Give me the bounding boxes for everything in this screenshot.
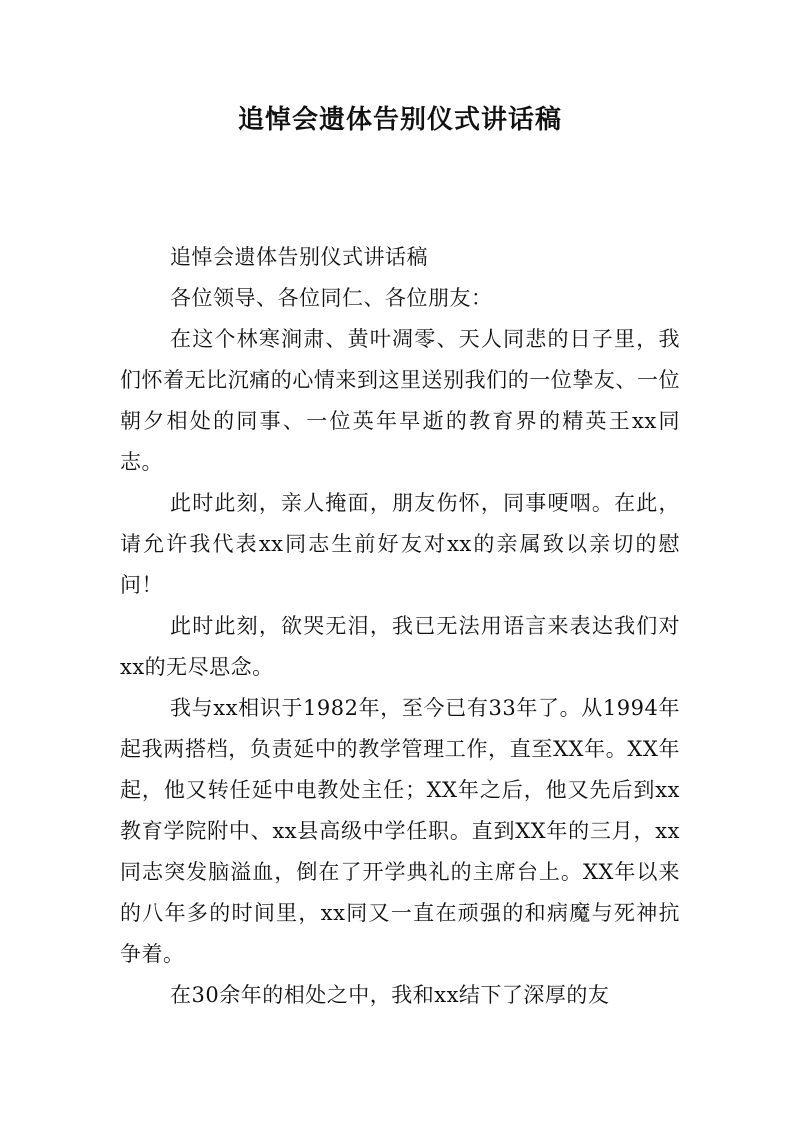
paragraph-subtitle: 追悼会遗体告别仪式讲话稿 — [170, 245, 428, 269]
paragraph-salutation: 各位领导、各位同仁、各位朋友： — [170, 286, 493, 310]
paragraph: 在30余年的相处之中，我和xx结下了深厚的友 — [170, 983, 610, 1007]
document-body — [120, 237, 680, 1016]
paragraph: 此时此刻，欲哭无泪，我已无法用语言来表达我们对xx的无尽思念。 — [120, 614, 680, 679]
document-title: 追悼会遗体告别仪式讲话稿 — [237, 105, 562, 135]
paragraph: 在这个林寒涧肃、黄叶凋零、天人同悲的日子里，我们怀着无比沉痛的心情来到这里送别我们的一位挚友、一位朝夕相处的同事、一位英年早逝的教育界的精英王xx同志。 — [120, 327, 680, 474]
paragraph: 我与xx相识于1982年，至今已有33年了。从1994年起我两搭档，负责延中的教学管理工作，直至XX年。XX年起，他又转任延中电教处主任；XX年之后，他又先后到xx教育学院附中、xx县高级中学任职。直到XX年的三月，xx同志突发脑溢血，倒在了开学典礼的主席台上。XX年以来的八年多的时间里，xx同又一直在顽强的和病魔与死神抗争着。 — [120, 696, 680, 966]
paragraph: 此时此刻，亲人掩面，朋友伤怀，同事哽咽。在此，请允许我代表xx同志生前好友对xx的亲属致以亲切的慰问！ — [120, 491, 680, 597]
